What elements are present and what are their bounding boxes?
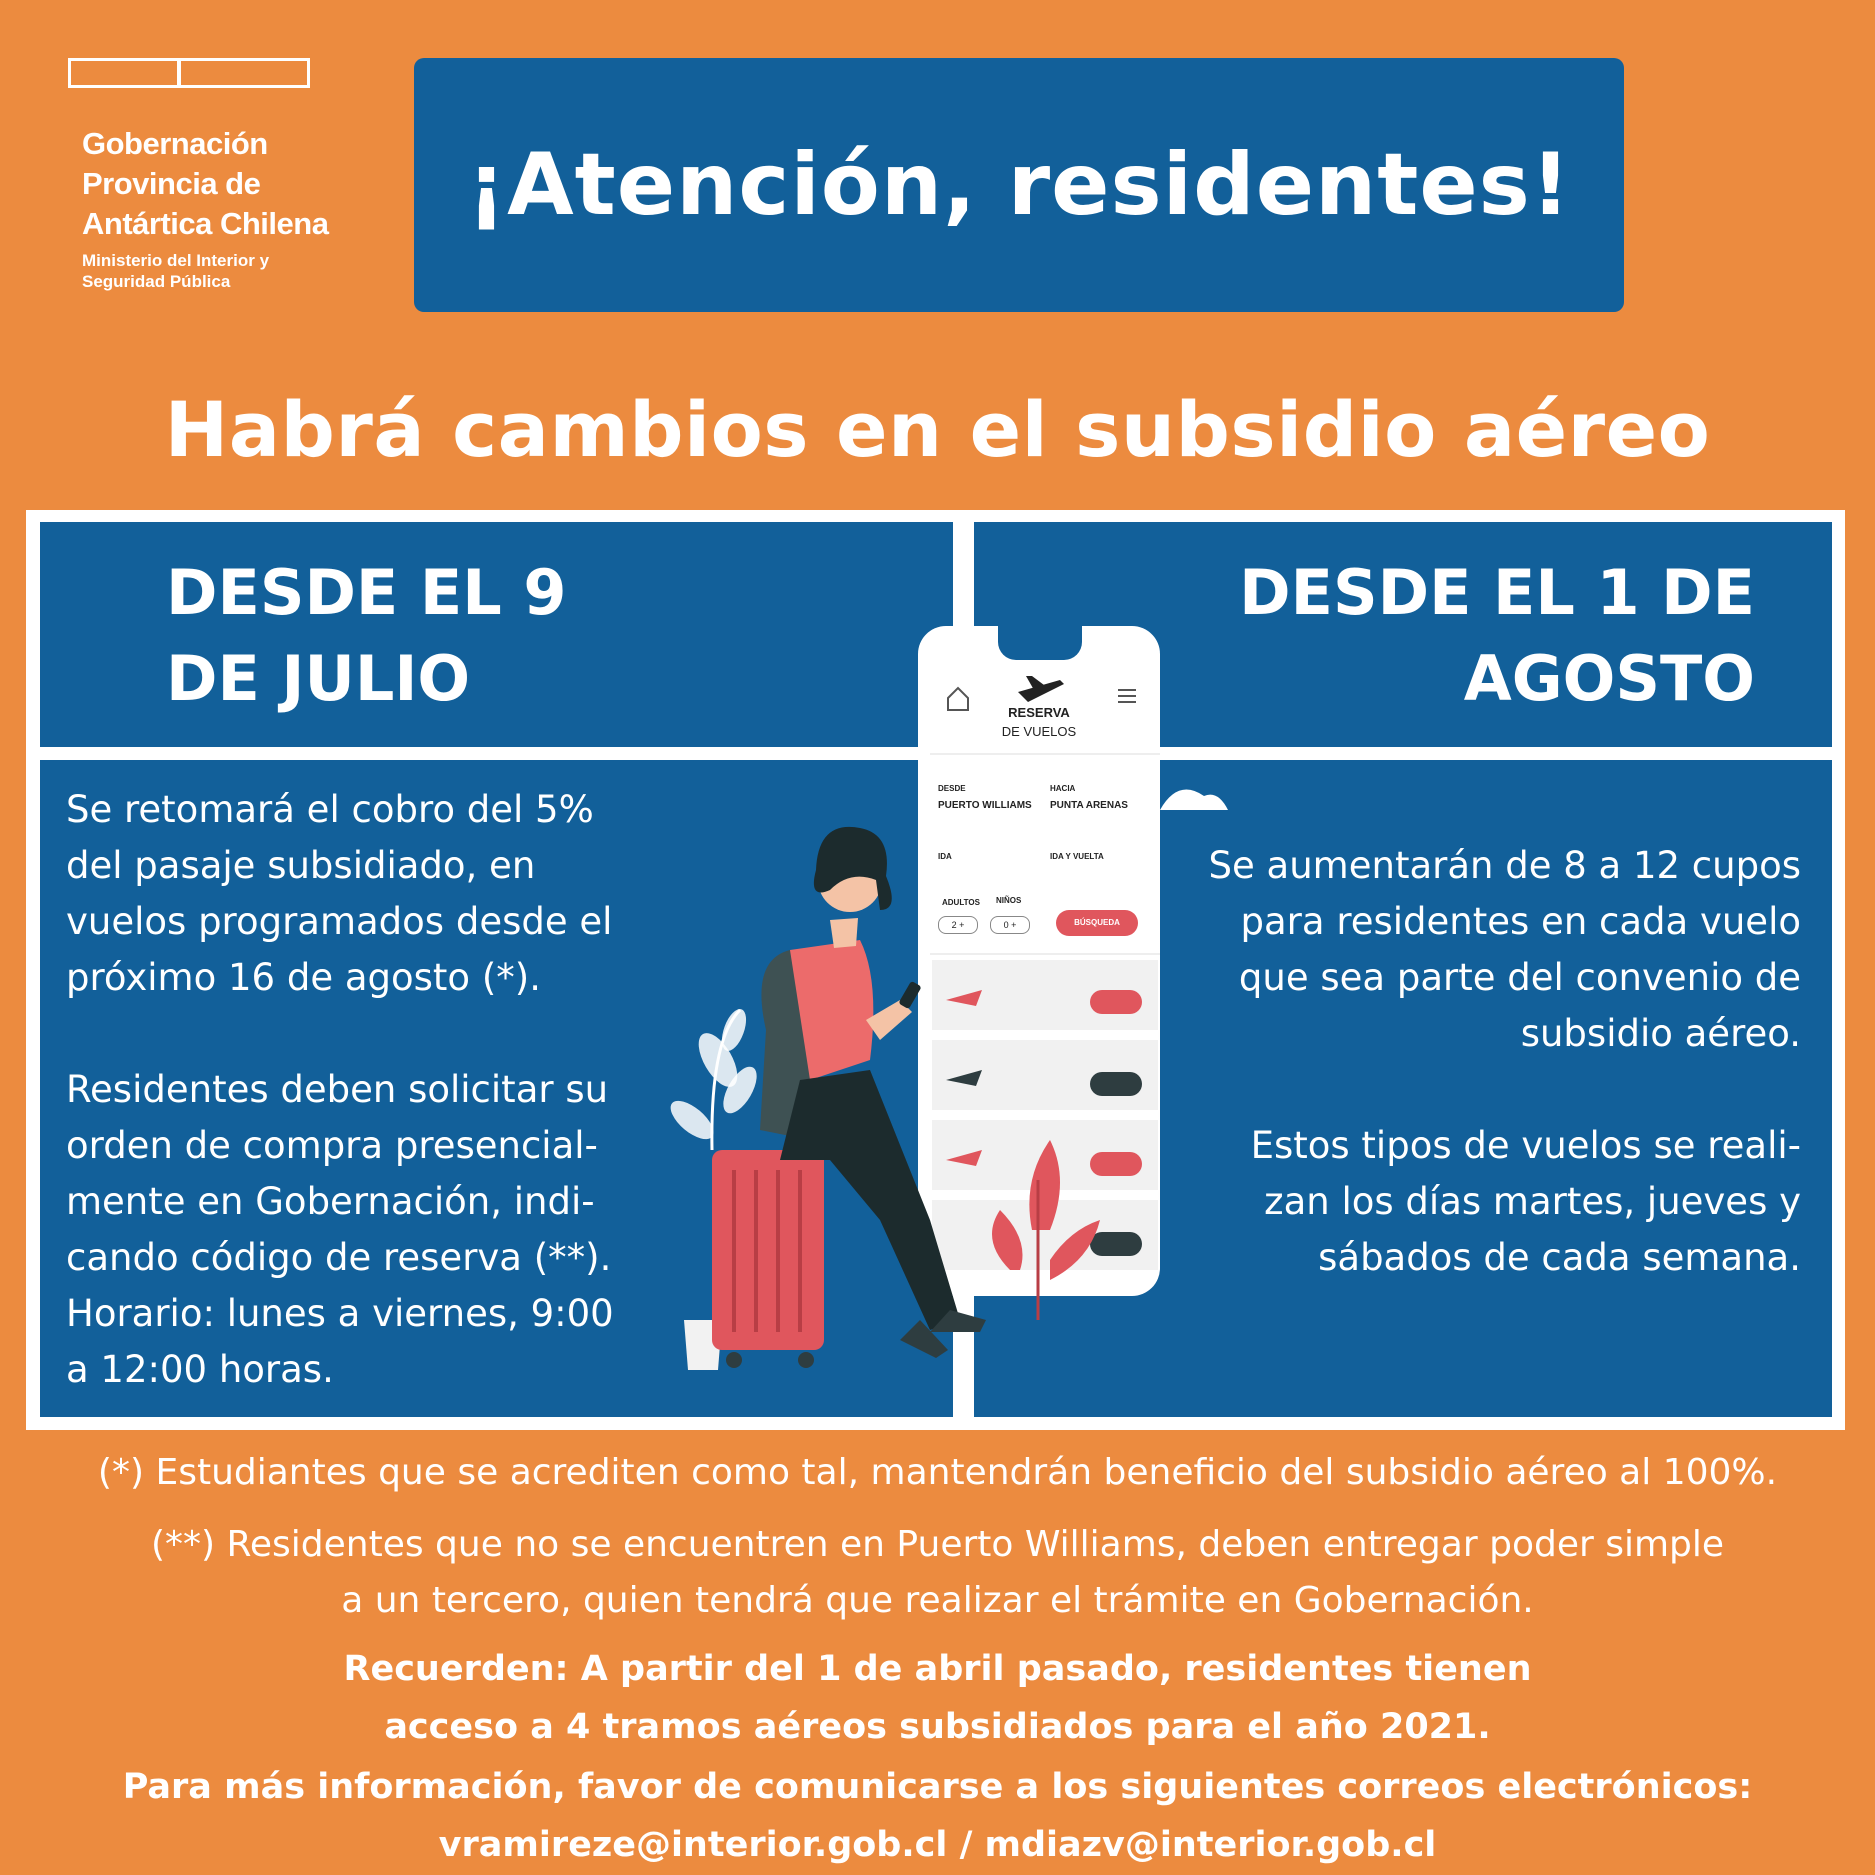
to-value[interactable]: PUNTA ARENAS bbox=[1050, 800, 1128, 811]
government-logo-bar bbox=[68, 58, 310, 86]
page-subtitle: Habrá cambios en el subsidio aéreo bbox=[164, 385, 1711, 474]
to-label: HACIA bbox=[1050, 784, 1076, 793]
oneway-option[interactable]: IDA bbox=[938, 852, 952, 861]
ministry-line-2: Seguridad Pública bbox=[82, 272, 231, 291]
from-label: DESDE bbox=[938, 784, 966, 793]
contact-info bbox=[0, 1758, 1875, 1874]
footnote-nonresident-line2: a un tercero, quien tendrá que realizar el trámite en Gobernación. bbox=[341, 1580, 1534, 1621]
search-button[interactable]: BÚSQUEDA bbox=[1056, 910, 1138, 936]
flight-card-2 bbox=[932, 1040, 1158, 1110]
left-para2-line: mente en Gobernación, indi- bbox=[66, 1180, 595, 1223]
footnote-students: (*) Estudiantes que se acrediten como tal, mantendrán beneficio del subsidio aéreo al 100%. bbox=[97, 1452, 1778, 1493]
left-para2-line: a 12:00 horas. bbox=[66, 1348, 334, 1391]
organization-name bbox=[82, 124, 382, 292]
left-para2-line: orden de compra presencial- bbox=[66, 1124, 598, 1167]
right-para1-line: Se aumentarán de 8 a 12 cupos bbox=[1208, 844, 1801, 887]
org-line-2: Provincia de bbox=[82, 166, 261, 201]
kids-stepper[interactable]: 0 + bbox=[990, 916, 1030, 934]
airplane-icon bbox=[1018, 676, 1064, 702]
right-para1-line: para residentes en cada vuelo bbox=[1240, 900, 1801, 943]
adults-stepper[interactable]: 2 + bbox=[938, 916, 978, 934]
left-body-text bbox=[66, 782, 666, 1398]
phone-title-line2: DE VUELOS bbox=[1001, 724, 1077, 739]
ministry-line-1: Ministerio del Interior y bbox=[82, 251, 270, 270]
left-para1-line: próximo 16 de agosto (*). bbox=[66, 956, 541, 999]
footnote-nonresident bbox=[0, 1517, 1875, 1629]
suitcase bbox=[712, 1150, 824, 1368]
org-line-1: Gobernación bbox=[82, 126, 268, 161]
org-line-3: Antártica Chilena bbox=[82, 206, 329, 241]
right-para2-line: Estos tipos de vuelos se reali- bbox=[1250, 1124, 1801, 1167]
right-heading bbox=[1239, 550, 1755, 722]
right-para2-line: sábados de cada semana. bbox=[1318, 1236, 1801, 1279]
phone-title-line1: RESERVA bbox=[1008, 705, 1070, 720]
right-heading-line-1: DESDE EL 1 DE bbox=[1239, 556, 1755, 629]
right-para1-line: que sea parte del convenio de bbox=[1238, 956, 1801, 999]
contact-line1: Para más información, favor de comunicarse a los siguientes correos electrónicos: bbox=[122, 1767, 1753, 1807]
left-heading bbox=[166, 550, 566, 722]
left-para2-line: Residentes deben solicitar su bbox=[66, 1068, 609, 1111]
banner-title: ¡Atención, residentes! bbox=[466, 135, 1572, 235]
right-para2-line: zan los días martes, jueves y bbox=[1264, 1180, 1801, 1223]
left-heading-line-2: DE JULIO bbox=[166, 642, 471, 715]
reminder bbox=[0, 1640, 1875, 1756]
reminder-line1: Recuerden: A partir del 1 de abril pasado, residentes tienen bbox=[343, 1649, 1532, 1689]
reminder-line2: acceso a 4 tramos aéreos subsidiados para el año 2021. bbox=[384, 1707, 1491, 1747]
roundtrip-option[interactable]: IDA Y VUELTA bbox=[1050, 852, 1104, 861]
right-para1-line: subsidio aéreo. bbox=[1520, 1012, 1801, 1055]
footnote-nonresident-line1: (**) Residentes que no se encuentren en Puerto Williams, deben entregar poder simple bbox=[150, 1524, 1725, 1565]
adults-label: ADULTOS bbox=[942, 898, 980, 907]
from-value[interactable]: PUERTO WILLIAMS bbox=[938, 800, 1032, 811]
left-para1-line: vuelos programados desde el bbox=[66, 900, 613, 943]
left-para1-line: del pasaje subsidiado, en bbox=[66, 844, 536, 887]
cloud-icon bbox=[1160, 790, 1228, 810]
flight-card-1 bbox=[932, 960, 1158, 1030]
attention-banner bbox=[414, 58, 1624, 312]
right-heading-line-2: AGOSTO bbox=[1463, 642, 1755, 715]
kids-label: NIÑOS bbox=[996, 896, 1022, 905]
menu-icon bbox=[1118, 690, 1136, 702]
left-heading-line-1: DESDE EL 9 bbox=[166, 556, 567, 629]
left-para1-line: Se retomará el cobro del 5% bbox=[66, 788, 594, 831]
left-para2-line: cando código de reserva (**). bbox=[66, 1236, 612, 1279]
left-para2-line: Horario: lunes a viernes, 9:00 bbox=[66, 1292, 614, 1335]
phone-title bbox=[918, 705, 1160, 739]
contact-emails[interactable]: vramireze@interior.gob.cl / mdiazv@interior.gob.cl bbox=[438, 1825, 1437, 1865]
